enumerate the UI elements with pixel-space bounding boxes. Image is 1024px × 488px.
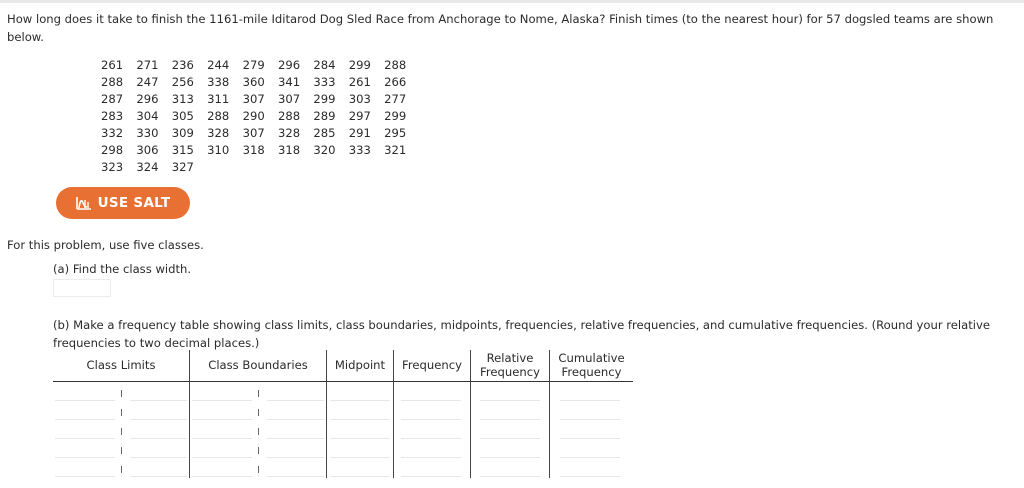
data-value: 279 bbox=[242, 58, 265, 73]
class-limit-lower-input[interactable] bbox=[55, 385, 115, 401]
midpoint-input[interactable] bbox=[330, 461, 390, 477]
frequency-input[interactable] bbox=[401, 385, 461, 401]
data-value: 303 bbox=[348, 92, 371, 107]
data-value: 261 bbox=[348, 75, 371, 90]
frequency-input[interactable] bbox=[401, 423, 461, 439]
class-limit-upper-input[interactable] bbox=[130, 385, 187, 401]
data-value: 236 bbox=[171, 58, 194, 73]
frequency-input[interactable] bbox=[401, 404, 461, 420]
data-value: 310 bbox=[207, 142, 230, 157]
data-value: 296 bbox=[136, 92, 159, 107]
class-limit-upper-input[interactable] bbox=[130, 423, 187, 439]
class-limit-upper-input[interactable] bbox=[130, 461, 187, 477]
data-value: 297 bbox=[348, 109, 371, 124]
column-divider bbox=[326, 350, 327, 478]
data-value: 256 bbox=[171, 75, 194, 90]
salt-graph-icon bbox=[76, 196, 92, 210]
header-frequency: Frequency bbox=[402, 358, 462, 372]
relative-frequency-input[interactable] bbox=[480, 461, 540, 477]
data-value: 311 bbox=[207, 92, 230, 107]
class-boundary-lower-input[interactable] bbox=[192, 423, 252, 439]
data-value: 328 bbox=[207, 126, 230, 140]
cumulative-frequency-input[interactable] bbox=[560, 461, 620, 477]
data-value: 285 bbox=[313, 126, 336, 140]
data-row bbox=[101, 57, 420, 74]
data-value: 305 bbox=[171, 109, 194, 124]
data-value: 247 bbox=[136, 75, 159, 90]
data-value: 306 bbox=[136, 142, 159, 157]
midpoint-input[interactable] bbox=[330, 385, 390, 401]
data-value: 296 bbox=[277, 58, 301, 73]
column-divider bbox=[393, 350, 394, 478]
data-value: 261 bbox=[101, 58, 124, 73]
data-value: 333 bbox=[313, 75, 336, 90]
header-relative-frequency: Relative Frequency bbox=[480, 351, 540, 379]
class-boundary-lower-input[interactable] bbox=[192, 442, 252, 458]
cumulative-frequency-input[interactable] bbox=[560, 385, 620, 401]
data-value: 341 bbox=[277, 75, 301, 90]
data-value: 290 bbox=[242, 109, 265, 124]
data-value: 295 bbox=[384, 126, 407, 140]
class-limit-lower-input[interactable] bbox=[55, 404, 115, 420]
data-value: 330 bbox=[136, 126, 159, 140]
range-dash bbox=[121, 428, 122, 435]
data-value: 307 bbox=[242, 92, 265, 107]
data-row bbox=[101, 108, 420, 125]
class-limit-upper-input[interactable] bbox=[130, 442, 187, 458]
data-value: 271 bbox=[136, 58, 159, 73]
class-boundary-upper-input[interactable] bbox=[267, 442, 324, 458]
class-boundary-lower-input[interactable] bbox=[192, 461, 252, 477]
header-class-boundaries: Class Boundaries bbox=[208, 358, 308, 372]
data-row bbox=[101, 141, 420, 158]
cumulative-frequency-input[interactable] bbox=[560, 423, 620, 439]
data-value: 287 bbox=[101, 92, 124, 107]
class-limit-lower-input[interactable] bbox=[55, 442, 115, 458]
data-value: 318 bbox=[242, 142, 265, 157]
header-rule bbox=[53, 381, 633, 382]
relative-frequency-input[interactable] bbox=[480, 423, 540, 439]
class-width-input[interactable] bbox=[53, 279, 111, 297]
data-value: 244 bbox=[207, 58, 230, 73]
cumulative-frequency-input[interactable] bbox=[560, 404, 620, 420]
data-value: 318 bbox=[277, 142, 301, 157]
range-dash bbox=[258, 447, 259, 454]
range-dash bbox=[121, 390, 122, 397]
data-value: 299 bbox=[348, 58, 371, 73]
data-value: 266 bbox=[384, 75, 407, 90]
class-limit-lower-input[interactable] bbox=[55, 461, 115, 477]
class-boundary-upper-input[interactable] bbox=[267, 385, 324, 401]
range-dash bbox=[258, 409, 259, 416]
data-value: 321 bbox=[384, 142, 407, 157]
part-b-prompt: (b) Make a frequency table showing class limits, class boundaries, midpoints, frequencies, relative frequencies, and cumulative frequencies. (Round your relative frequencies to two decimal places.) bbox=[53, 318, 990, 350]
data-value: 360 bbox=[242, 75, 265, 90]
data-value: 328 bbox=[277, 126, 301, 140]
data-value: 320 bbox=[313, 142, 336, 157]
range-dash bbox=[258, 390, 259, 397]
use-salt-button[interactable] bbox=[56, 187, 190, 219]
data-value: 288 bbox=[277, 109, 301, 124]
data-row bbox=[101, 125, 420, 142]
midpoint-input[interactable] bbox=[330, 423, 390, 439]
part-a-prompt: (a) Find the class width. bbox=[53, 262, 192, 276]
column-divider bbox=[470, 350, 471, 478]
question-text: How long does it take to finish the 1161-mile Iditarod Dog Sled Race from Anchorage to Nome, Alaska? Finish times (to the nearest hour) for 57 dogsled teams are shown below. bbox=[7, 12, 994, 44]
data-value: 277 bbox=[384, 92, 407, 107]
class-boundary-lower-input[interactable] bbox=[192, 385, 252, 401]
range-dash bbox=[121, 409, 122, 416]
class-boundary-upper-input[interactable] bbox=[267, 461, 324, 477]
class-boundary-upper-input[interactable] bbox=[267, 423, 324, 439]
header-midpoint: Midpoint bbox=[334, 358, 386, 372]
range-dash bbox=[121, 447, 122, 454]
data-value: 288 bbox=[101, 75, 124, 90]
class-boundary-upper-input[interactable] bbox=[267, 404, 324, 420]
instructions-text: For this problem, use five classes. bbox=[7, 238, 204, 252]
range-dash bbox=[121, 466, 122, 473]
data-value: 323 bbox=[101, 159, 124, 174]
data-value: 327 bbox=[171, 159, 194, 174]
midpoint-input[interactable] bbox=[330, 442, 390, 458]
relative-frequency-input[interactable] bbox=[480, 404, 540, 420]
data-value: 299 bbox=[384, 109, 407, 124]
data-value: 288 bbox=[207, 109, 230, 124]
class-limit-upper-input[interactable] bbox=[130, 404, 187, 420]
data-value: 315 bbox=[171, 142, 194, 157]
top-border bbox=[0, 0, 1024, 3]
midpoint-input[interactable] bbox=[330, 404, 390, 420]
data-value: 307 bbox=[277, 92, 301, 107]
data-value: 333 bbox=[348, 142, 371, 157]
data-value: 304 bbox=[136, 109, 159, 124]
frequency-input[interactable] bbox=[401, 461, 461, 477]
data-value: 288 bbox=[384, 58, 407, 73]
data-value: 283 bbox=[101, 109, 124, 124]
column-divider bbox=[189, 350, 190, 478]
data-value: 338 bbox=[207, 75, 230, 90]
class-boundary-lower-input[interactable] bbox=[192, 404, 252, 420]
data-value: 289 bbox=[313, 109, 336, 124]
data-value: 284 bbox=[313, 58, 336, 73]
header-class-limits: Class Limits bbox=[86, 358, 156, 372]
relative-frequency-input[interactable] bbox=[480, 442, 540, 458]
data-table bbox=[101, 57, 420, 175]
cumulative-frequency-input[interactable] bbox=[560, 442, 620, 458]
header-cumulative-frequency: Cumulative Frequency bbox=[558, 351, 625, 379]
column-divider bbox=[549, 350, 550, 478]
data-value: 332 bbox=[101, 126, 124, 140]
data-value: 309 bbox=[171, 126, 194, 140]
data-value: 299 bbox=[313, 92, 336, 107]
data-row bbox=[101, 158, 420, 175]
data-row bbox=[101, 74, 420, 91]
use-salt-label: USE SALT bbox=[97, 195, 171, 211]
range-dash bbox=[258, 428, 259, 435]
frequency-input[interactable] bbox=[401, 442, 461, 458]
relative-frequency-input[interactable] bbox=[480, 385, 540, 401]
class-limit-lower-input[interactable] bbox=[55, 423, 115, 439]
range-dash bbox=[258, 466, 259, 473]
data-value: 291 bbox=[348, 126, 371, 140]
data-value: 324 bbox=[136, 159, 159, 174]
frequency-table bbox=[53, 348, 633, 480]
data-value: 298 bbox=[101, 142, 124, 157]
data-value: 313 bbox=[171, 92, 194, 107]
data-row bbox=[101, 91, 420, 108]
data-value: 307 bbox=[242, 126, 265, 140]
